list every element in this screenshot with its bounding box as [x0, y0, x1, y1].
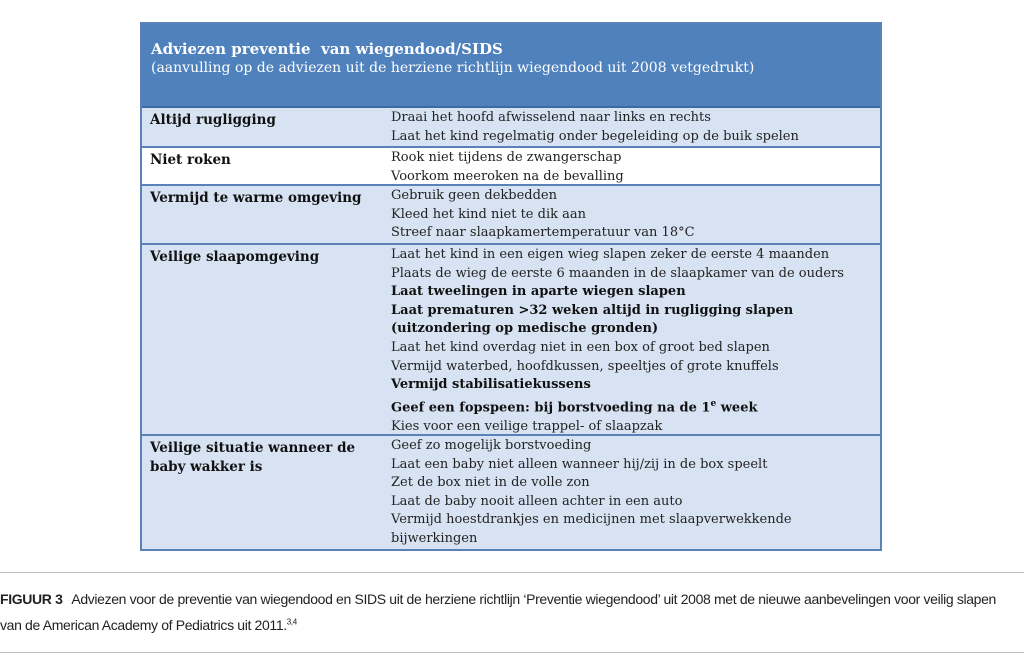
table-title: Adviezen preventie van wiegendood/SIDS [151, 40, 503, 58]
row-items [391, 436, 880, 549]
row-item: Laat tweelingen in aparte wiegen slapen [391, 284, 686, 300]
row-item: bijwerkingen [391, 530, 478, 546]
row-item: Geef zo mogelijk borstvoeding [391, 438, 592, 453]
table-header [142, 24, 880, 108]
row-item: Streef naar slaapkamertemperatuur van 18°C [391, 225, 695, 241]
advice-table [140, 22, 882, 551]
row-item: Laat het kind overdag niet in een box of groot bed slapen [391, 339, 770, 355]
caption-divider-top [0, 572, 1024, 573]
row-item: Laat het kind regelmatig onder begeleiding op de buik spelen [391, 128, 799, 144]
row-item: Plaats de wieg de eerste 6 maanden in de slaapkamer van de ouders [391, 265, 844, 281]
figure-caption [0, 586, 1020, 638]
row-item: Vermijd waterbed, hoofdkussen, speeltjes of grote knuffels [391, 358, 779, 374]
row-item: Rook niet tijdens de zwangerschap [391, 150, 622, 165]
row-item: Vermijd stabilisatiekussens [391, 377, 591, 393]
figure-label: FIGUUR 3 [0, 591, 63, 607]
row-label: Altijd rugligging [150, 112, 276, 128]
row-item: Kleed het kind niet te dik aan [391, 206, 586, 222]
row-items [391, 186, 880, 243]
row-item: Laat de baby nooit alleen achter in een auto [391, 493, 683, 509]
row-item: Kies voor een veilige trappel- of slaapzak [391, 418, 663, 434]
row-item: Geef een fopspeen: bij borstvoeding na de 1e week [391, 398, 758, 416]
table-subtitle: (aanvulling op de adviezen uit de herziene richtlijn wiegendood uit 2008 vetgedrukt) [151, 60, 755, 76]
row-item: Laat het kind in een eigen wieg slapen zeker de eerste 4 maanden [391, 247, 830, 262]
row-item: Vermijd hoestdrankjes en medicijnen met slaapverwekkende [391, 512, 792, 528]
row-items [391, 108, 880, 146]
row-item: Draai het hoofd afwisselend naar links en rechts [391, 110, 711, 125]
row-item: Laat prematuren >32 weken altijd in rugligging slapen [391, 302, 794, 318]
row-item: (uitzondering op medische gronden) [391, 321, 659, 337]
table-row-rugligging [142, 108, 880, 148]
row-items [391, 148, 880, 184]
table-row-wakker [142, 436, 880, 549]
row-item: Gebruik geen dekbedden [391, 188, 557, 203]
caption-refs: 3,4 [286, 617, 297, 627]
table-row-warme-omgeving [142, 186, 880, 245]
caption-divider-bottom [0, 652, 1024, 653]
row-items [391, 245, 880, 434]
row-label: Veilige slaapomgeving [150, 249, 320, 265]
row-item: Laat een baby niet alleen wanneer hij/zij in de box speelt [391, 456, 768, 472]
table-row-niet-roken [142, 148, 880, 186]
row-item: Zet de box niet in de volle zon [391, 475, 590, 491]
table-row-slaapomgeving [142, 245, 880, 436]
caption-text: Adviezen voor de preventie van wiegendood en SIDS uit de herziene richtlijn ‘Preventie wiegendood’ uit 2008 met de nieuwe aanbevelingen voor veilig slapen van de American Academy of Pediatrics uit 2011. [0, 591, 996, 633]
row-label: Vermijd te warme omgeving [150, 190, 362, 206]
row-label: Niet roken [150, 152, 231, 168]
row-label: Veilige situatie wanneer de baby wakker is [150, 440, 356, 475]
row-item: Voorkom meeroken na de bevalling [391, 168, 624, 184]
